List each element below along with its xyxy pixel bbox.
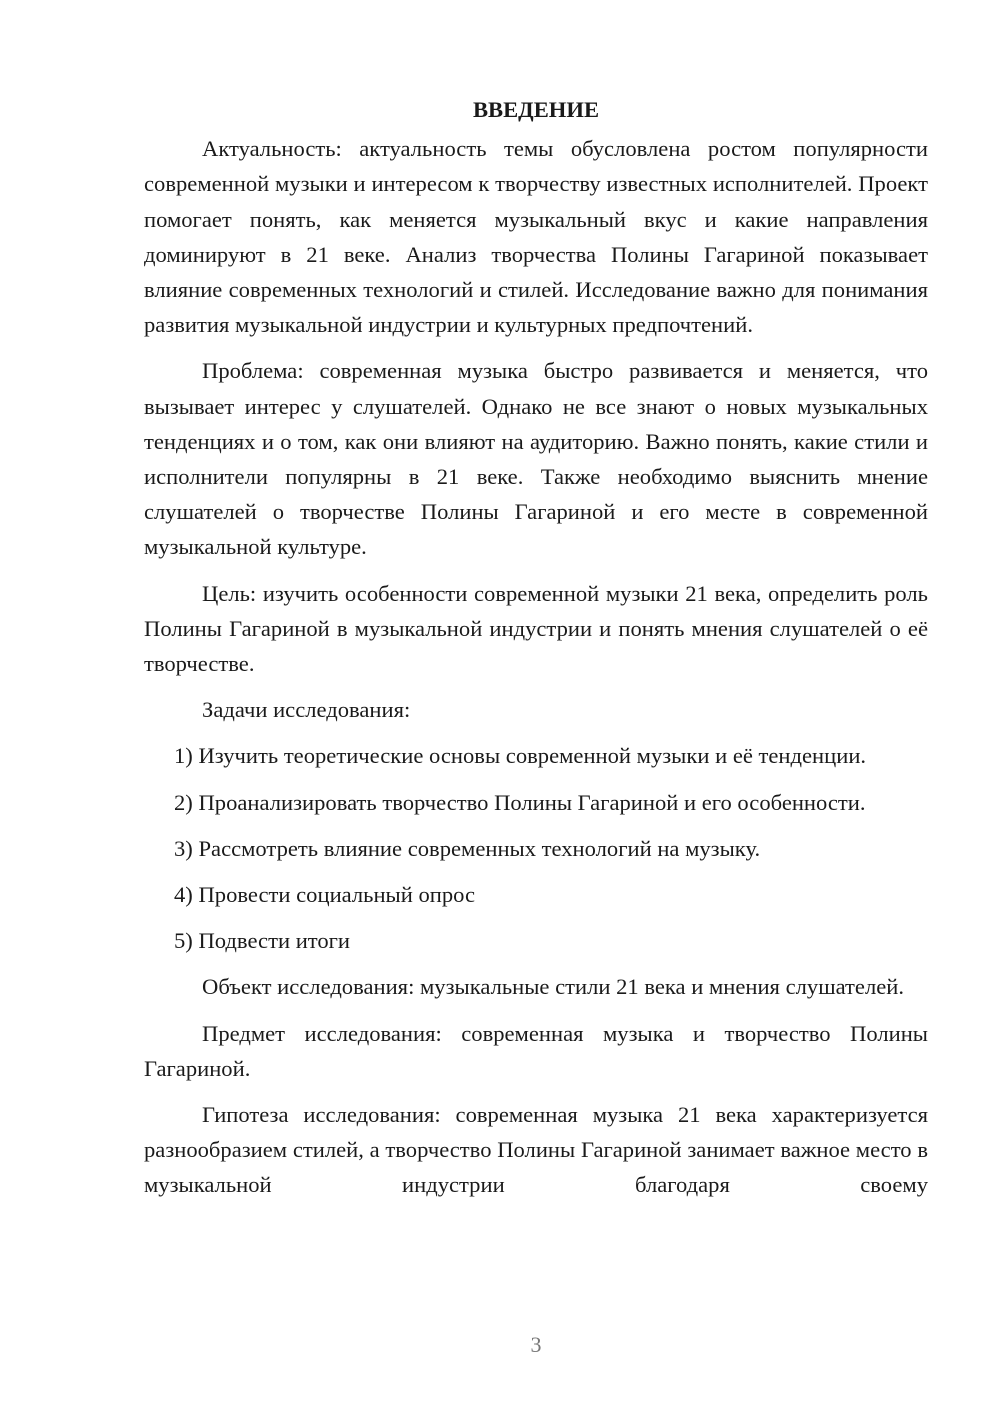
task-item-5: 5) Подвести итоги	[174, 928, 351, 954]
task-item-4: 4) Провести социальный опрос	[174, 882, 476, 908]
document-body	[144, 92, 928, 1203]
paragraph-relevance: Актуальность: актуальность темы обусловлена ростом популярности современной музыки и интересом к творчеству известных исполнителей. Проект помогает понять, как меняется музыкальный вкус и какие направления доминируют в 21 веке. Анализ творчества Полины Гагариной показывает влияние современных технологий и стилей. Исследование важно для понимания развития музыкальной индустрии и культурных предпочтений.	[144, 136, 928, 338]
paragraph-hypothesis: Гипотеза исследования: современная музыка 21 века характеризуется разнообразием стилей, а творчество Полины Гагариной занимает важное место в музыкальной индустрии благодаря своему	[144, 1102, 928, 1198]
task-item-1: 1) Изучить теоретические основы современной музыки и её тенденции.	[174, 743, 867, 769]
paragraph-problem: Проблема: современная музыка быстро развивается и меняется, что вызывает интерес у слушателей. Однако не все знают о новых музыкальных тенденциях и о том, как они влияют на аудиторию. Важно понять, какие стили и исполнители популярны в 21 веке. Также необходимо выяснить мнение слушателей о творчестве Полины Гагариной и его месте в современной музыкальной культуре.	[144, 358, 928, 560]
task-item-3: 3) Рассмотреть влияние современных технологий на музыку.	[174, 835, 761, 861]
paragraph-subject: Предмет исследования: современная музыка и творчество Полины Гагариной.	[144, 1020, 928, 1081]
task-item-2: 2) Проанализировать творчество Полины Гагариной и его особенности.	[174, 789, 866, 815]
paragraph-goal: Цель: изучить особенности современной музыки 21 века, определить роль Полины Гагариной в музыкальной индустрии и понять мнения слушателей о её творчестве.	[144, 580, 928, 677]
paragraph-object: Объект исследования: музыкальные стили 21 века и мнения слушателей.	[202, 974, 904, 1000]
page-number: 3	[530, 1332, 542, 1357]
section-title: ВВЕДЕНИЕ	[472, 97, 600, 122]
tasks-heading: Задачи исследования:	[202, 697, 411, 723]
